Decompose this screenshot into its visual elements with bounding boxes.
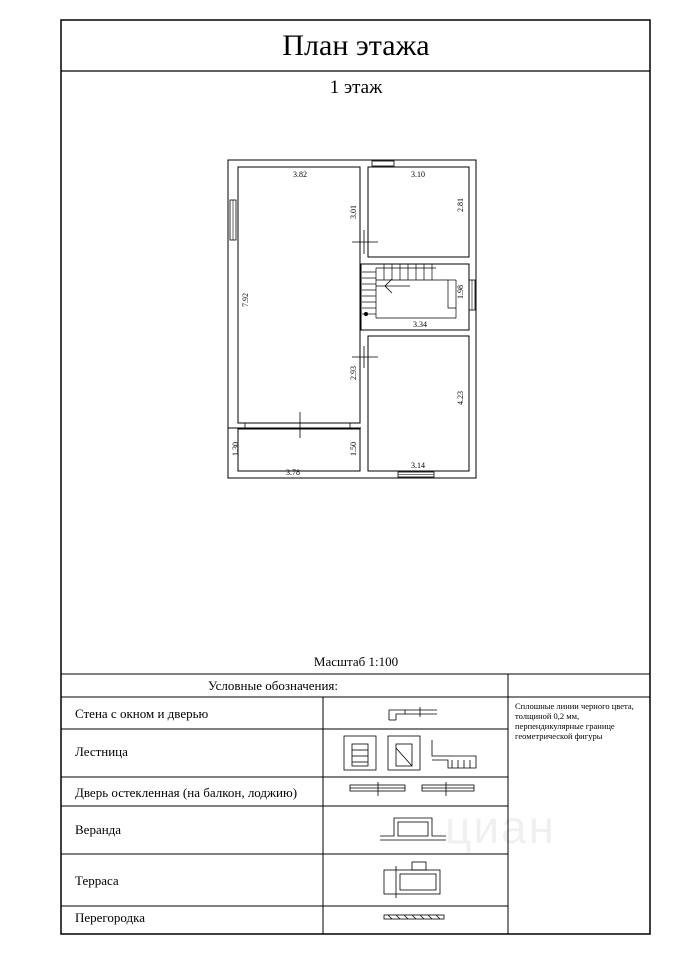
room-left: [238, 167, 360, 423]
window-top: [372, 161, 394, 166]
legend-terrace-symbol: [384, 862, 440, 898]
page-title: План этажа: [282, 29, 430, 62]
scale-label: Масштаб 1:100: [313, 654, 399, 669]
dim-room-left-height: 7.92: [241, 293, 250, 307]
legend-stair-symbol: [344, 736, 476, 770]
dim-stair-height: 1.98: [456, 285, 465, 299]
legend-row-partition: Перегородка: [75, 910, 146, 925]
dimension-labels: [231, 170, 465, 477]
glazed-door: [245, 423, 350, 428]
legend-row-terrace: Терраса: [75, 873, 119, 888]
legend-note: Сплошные линии черного цвета, толщиной 0,2 мм, перпендикулярные границе геометрической фигуры: [515, 701, 634, 741]
watermark: циан: [445, 801, 557, 853]
floor-label: 1 этаж: [329, 77, 383, 98]
dim-terrace-height: 1.30: [231, 442, 240, 456]
legend-glazed-door-symbol: [350, 782, 474, 796]
legend-row-stair: Лестница: [75, 744, 128, 759]
room-top-right: [368, 167, 469, 257]
dim-room-left-width: 3.82: [293, 170, 307, 179]
stair-steps: [362, 264, 456, 318]
legend-heading: Условные обозначения:: [208, 678, 339, 693]
legend-veranda-symbol: [380, 818, 446, 840]
room-bottom-right: [368, 336, 469, 471]
dim-terrace-side: 1.50: [349, 442, 358, 456]
stair-start-dot: [364, 312, 368, 316]
dim-bottom-right-width: 3.14: [411, 461, 425, 470]
legend-symbols: [344, 707, 476, 919]
legend-partition-symbol: [384, 915, 444, 919]
dim-terrace-width: 3.78: [286, 468, 300, 477]
dim-top-right-height: 2.81: [456, 198, 465, 212]
dim-stair-width: 3.34: [413, 320, 427, 329]
legend-row-veranda: Веранда: [75, 822, 122, 837]
dim-bottom-right-height: 4.23: [456, 391, 465, 405]
dim-top-right-width: 3.10: [411, 170, 425, 179]
dim-wall-seg-1: 3.01: [349, 205, 358, 219]
legend-row-glazed-door: Дверь остекленная (на балкон, лоджию): [75, 785, 298, 800]
legend-row-wall: Стена с окном и дверью: [75, 706, 209, 721]
dim-wall-seg-2: 2.93: [349, 366, 358, 380]
legend-wall-symbol: [389, 707, 437, 720]
terrace: [238, 429, 360, 471]
